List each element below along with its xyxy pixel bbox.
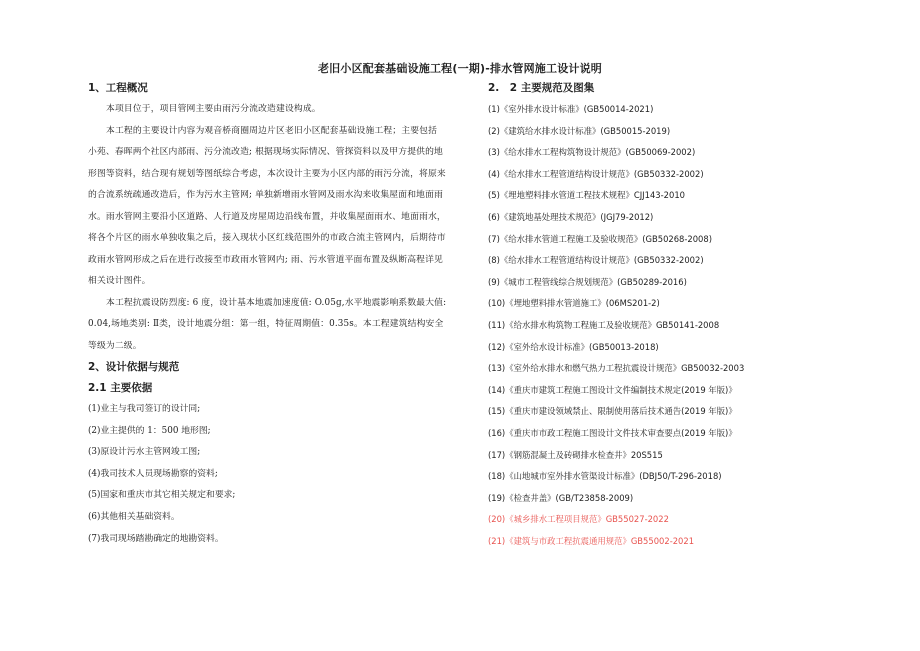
standard-item: (10)《埋地塑料排水管道施工》(06MS201-2) — [488, 298, 660, 309]
standard-item: (6)《建筑地基处理技术规范》(JGJ79-2012) — [488, 211, 654, 222]
right-column — [488, 78, 818, 552]
basis-item: (7)我司现场踏勘确定的地勘资料。 — [88, 533, 224, 544]
basis-item: (6)其他相关基础资料。 — [88, 511, 180, 522]
standard-item: (14)《重庆市建筑工程施工图设计文件编制技术规定(2019 年版)》 — [488, 384, 737, 395]
standard-item: (17)《钢筋混凝土及砖砌排水检查井》20S515 — [488, 449, 663, 460]
section1-paragraph-1: 本项目位于，项目管网主要由雨污分流改造建设构成。 — [106, 104, 321, 114]
standard-item: (12)《室外给水设计标准》(GB50013-2018) — [488, 341, 659, 352]
standard-item: (7)《给水排水管道工程施工及验收规范》(GB50268-2008) — [488, 233, 712, 244]
section21-heading: 2.1 主要依据 — [88, 382, 153, 394]
section1-paragraph-2: 本工程的主要设计内容为观音桥商圈周边片区老旧小区配套基础设施工程；主要包括 小苑、春晖两个社区内部雨、污分流改造; 根据现场实际情况、管探资料以及甲方提供的地 形图等资料，结合现有规划等图纸综合考虑，本次设计主要为小区内部的雨污分流，将原来 的合流系统疏通改造后，作为污水主管网; 单独新增雨水管网及雨水沟来收集屋面和地面雨 水。雨水管网主要沿小区道路、人行道及房屋周边沿线布置，并收集屋面雨水、地面雨水， 将各个片区的雨水单独收集之后，接入现状小区红线范围外的市政合流主管网内，后期待市 政雨水管网形成之后在进行改接至市政雨水管网内; 雨、污水管道平面布置及纵断高程详见 相关设计图件。 — [88, 125, 446, 286]
left-column — [88, 78, 478, 550]
basis-item: (1)业主与我司签订的设计同; — [88, 404, 201, 414]
standard-item: (20)《城乡排水工程项目规范》GB55027-2022 — [488, 514, 669, 525]
standard-item: (16)《重庆市市政工程施工图设计文件技术审查要点(2019 年版)》 — [488, 427, 737, 438]
basis-item: (3)原设计污水主管网竣工图; — [88, 447, 201, 458]
standard-item: (15)《重庆市建设领域禁止、限制使用落后技术通告(2019 年版)》 — [488, 406, 737, 417]
basis-item: (4)我司技术人员现场勘察的资料; — [88, 468, 218, 479]
standard-item: (21)《建筑与市政工程抗震通用规范》GB55002-2021 — [488, 535, 695, 546]
standard-item: (13)《室外给水排水和燃气热力工程抗震设计规范》GB50032-2003 — [488, 363, 745, 374]
basis-item: (2)业主提供的 1：500 地形图; — [88, 425, 211, 436]
standard-item: (11)《给水排水构筑物工程施工及验收规范》GB50141-2008 — [488, 319, 720, 330]
standard-item: (9)《城市工程管线综合规划规范》(GB50289-2016) — [488, 276, 687, 287]
standards-heading: 2. 2 主要规范及图集 — [488, 82, 595, 94]
standards-list — [488, 99, 818, 552]
standard-item: (19)《检查井盖》(GB/T23858-2009) — [488, 492, 634, 503]
standard-item: (1)《室外排水设计标准》(GB50014-2021) — [488, 104, 654, 114]
standard-item: (18)《山地城市室外排水管渠设计标准》(DBJ50/T-296-2018) — [488, 471, 722, 482]
section1-heading: 1、工程概况 — [88, 82, 148, 94]
standard-item: (4)《给水排水工程管道结构设计规范》(GB50332-2002) — [488, 168, 704, 179]
document-title: 老旧小区配套基础设施工程(一期)-排水管网施工设计说明 — [317, 62, 603, 75]
basis-item: (5)国家和重庆市其它相关规定和要求; — [88, 490, 236, 501]
standard-item: (5)《埋地塑料排水管道工程技术规程》CJJ143-2010 — [488, 190, 685, 201]
section2-heading: 2、设计依据与规范 — [88, 361, 180, 373]
section1-paragraph-3: 本工程抗震设防烈度: 6 度，设计基本地震加速度值: O.05g,水平地震影响系数最大值: 0.04,场地类别: Ⅱ类，设计地震分组：第一组，特征周期值：0.35s。本工程建筑结构安全 等级为二级。 — [88, 297, 447, 351]
standard-item: (3)《给水排水工程构筑物设计规范》(GB50069-2002) — [488, 147, 696, 158]
standard-item: (2)《建筑给水排水设计标准》(GB50015-2019) — [488, 125, 671, 136]
standard-item: (8)《给水排水工程管道结构设计规范》(GB50332-2002) — [488, 255, 704, 266]
